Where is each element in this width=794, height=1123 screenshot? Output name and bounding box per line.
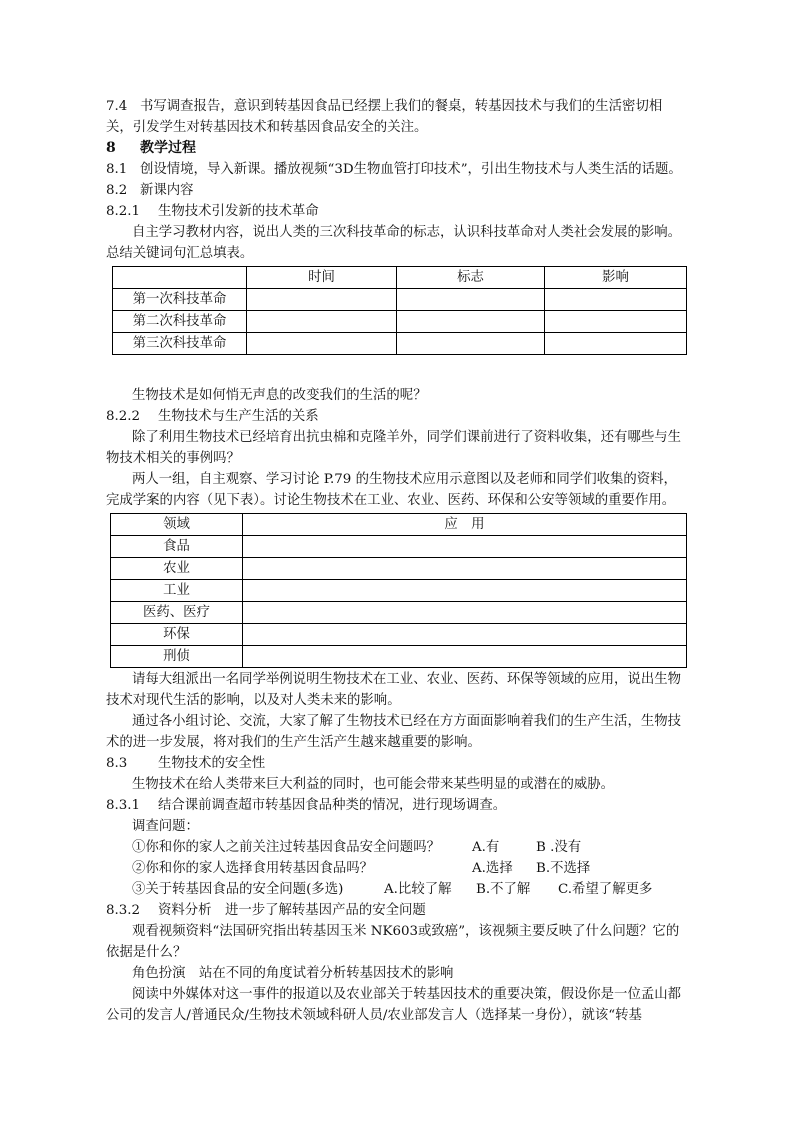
table-cell bbox=[243, 580, 687, 602]
table-cell bbox=[243, 602, 687, 624]
table-cell bbox=[545, 311, 687, 333]
document-page bbox=[106, 96, 686, 1026]
table-header-cell: 标志 bbox=[397, 267, 545, 289]
table-header-cell: 影响 bbox=[545, 267, 687, 289]
section-text: 生物技术的安全性 bbox=[158, 756, 266, 771]
table-header-cell: 应 用 bbox=[243, 514, 687, 536]
paragraph-8-2-2-b: 两人一组，自主观察、学习讨论 P.79 的生物技术应用示意图以及老师和同学们收集的资料，完成学案的内容（见下表）。讨论生物技术在工业、农业、医药、环保和公安等领域的重要作用。 bbox=[106, 472, 677, 508]
section-8-2-2 bbox=[106, 406, 686, 427]
section-text: 结合课前调查超市转基因食品种类的情况，进行现场调查。 bbox=[158, 798, 507, 813]
question-life: 生物技术是如何悄无声息的改变我们的生活的呢？ bbox=[132, 388, 427, 403]
table-cell bbox=[397, 333, 545, 355]
row-label: 医药、医疗 bbox=[111, 602, 243, 624]
revolution-table bbox=[112, 266, 687, 355]
paragraph-group-report: 请每大组派出一名同学举例说明生物技术在工业、农业、医药、环保等领域的应用，说出生物技术对现代生活的影响，以及对人类未来的影响。 bbox=[106, 672, 682, 708]
table-header-cell bbox=[113, 267, 247, 289]
section-number: 8.2 bbox=[106, 183, 128, 198]
section-number: 8.3 bbox=[106, 756, 128, 771]
question-text: ①你和你的家人之前关注过转基因食品安全问题吗？ bbox=[132, 840, 440, 855]
row-label: 工业 bbox=[111, 580, 243, 602]
section-7-4 bbox=[106, 96, 686, 138]
section-number: 8.2.1 bbox=[106, 204, 141, 219]
table-header-cell: 时间 bbox=[247, 267, 397, 289]
table-cell bbox=[247, 333, 397, 355]
table-cell bbox=[397, 289, 545, 311]
option-c: C.希望了解更多 bbox=[558, 882, 653, 897]
table-header-row bbox=[113, 267, 687, 289]
table-row bbox=[113, 333, 687, 355]
table-row bbox=[111, 536, 687, 558]
question-text: ②你和你的家人选择食用转基因食品吗？ bbox=[132, 861, 374, 876]
option-a: A.选择 bbox=[472, 861, 513, 876]
section-8-3-1 bbox=[106, 795, 686, 816]
row-label: 环保 bbox=[111, 624, 243, 646]
table-row bbox=[111, 558, 687, 580]
section-text: 创设情境，导入新课。播放视频“3D生物血管打印技术”，引出生物技术与人类生活的话题。 bbox=[140, 162, 682, 177]
table-cell bbox=[243, 646, 687, 668]
paragraph-group-summary: 通过各小组讨论、交流，大家了解了生物技术已经在方方面面影响着我们的生产生活，生物技术的进一步发展，将对我们的生产生活产生越来越重要的影响。 bbox=[106, 714, 682, 750]
option-b: B .没有 bbox=[536, 840, 582, 855]
row-label: 刑侦 bbox=[111, 646, 243, 668]
table-cell bbox=[545, 333, 687, 355]
paragraph-role-play: 角色扮演 站在不同的角度试着分析转基因技术的影响 bbox=[132, 966, 454, 981]
row-label: 第二次科技革命 bbox=[113, 311, 247, 333]
paragraph-8-2-1-body: 自主学习教材内容，说出人类的三次科技革命的标志，认识科技革命对人类社会发展的影响。总结关键词句汇总填表。 bbox=[106, 225, 682, 261]
section-text: 资料分析 进一步了解转基因产品的安全问题 bbox=[158, 903, 426, 918]
section-8-2-1 bbox=[106, 201, 686, 222]
section-8-3-2 bbox=[106, 900, 686, 921]
section-number: 8.3.1 bbox=[106, 798, 141, 813]
table-row bbox=[113, 311, 687, 333]
section-8-1 bbox=[106, 159, 686, 180]
section-number: 8 bbox=[106, 140, 116, 156]
section-8-2 bbox=[106, 180, 686, 201]
row-label: 食品 bbox=[111, 536, 243, 558]
option-a: A.比较了解 bbox=[384, 882, 452, 897]
section-number: 8.3.2 bbox=[106, 903, 141, 918]
section-8-heading bbox=[106, 138, 686, 159]
row-label: 第一次科技革命 bbox=[113, 289, 247, 311]
section-number: 7.4 bbox=[106, 99, 128, 114]
section-number: 8.1 bbox=[106, 162, 128, 177]
table-cell bbox=[243, 624, 687, 646]
paragraph-8-3-body: 生物技术在给人类带来巨大利益的同时，也可能会带来某些明显的或潜在的威胁。 bbox=[132, 777, 615, 792]
section-text: 生物技术引发新的技术革命 bbox=[158, 204, 319, 219]
table-cell bbox=[243, 536, 687, 558]
table-header-cell: 领域 bbox=[111, 514, 243, 536]
option-b: B.不选择 bbox=[536, 861, 591, 876]
table-row bbox=[111, 646, 687, 668]
survey-label: 调查问题： bbox=[132, 819, 199, 834]
section-title: 教学过程 bbox=[140, 140, 196, 156]
option-a: A.有 bbox=[472, 840, 500, 855]
table-header-row bbox=[111, 514, 687, 536]
paragraph-8-2-2-a: 除了利用生物技术已经培育出抗虫棉和克隆羊外，同学们课前进行了资料收集，还有哪些与生物技术相关的事例吗？ bbox=[106, 430, 682, 466]
section-text: 生物技术与生产生活的关系 bbox=[158, 409, 319, 424]
question-text: ③关于转基因食品的安全问题(多选) bbox=[132, 882, 344, 897]
paragraph-video: 观看视频资料“法国研究指出转基因玉米 NK603或致癌”，该视频主要反映了什么问题？它的依据是什么？ bbox=[106, 924, 680, 960]
table-row bbox=[111, 624, 687, 646]
section-text: 新课内容 bbox=[140, 183, 194, 198]
table-cell bbox=[247, 289, 397, 311]
option-b: B.不了解 bbox=[476, 882, 531, 897]
table-cell bbox=[397, 311, 545, 333]
section-8-3 bbox=[106, 753, 686, 774]
survey-question-3 bbox=[106, 879, 686, 900]
table-cell bbox=[243, 558, 687, 580]
survey-question-1 bbox=[106, 837, 686, 858]
section-number: 8.2.2 bbox=[106, 409, 141, 424]
table-row bbox=[111, 580, 687, 602]
table-row bbox=[113, 289, 687, 311]
paragraph-reading: 阅读中外媒体对这一事件的报道以及农业部关于转基因技术的重要决策，假设你是一位孟山都公司的发言人/普通民众/生物技术领域科研人员/农业部发言人（选择某一身份），就该“转基 bbox=[106, 987, 682, 1023]
row-label: 农业 bbox=[111, 558, 243, 580]
table-row bbox=[111, 602, 687, 624]
table-cell bbox=[545, 289, 687, 311]
survey-question-2 bbox=[106, 858, 686, 879]
section-text: 书写调查报告，意识到转基因食品已经摆上我们的餐桌，转基因技术与我们的生活密切相关，引发学生对转基因技术和转基因食品安全的关注。 bbox=[106, 99, 663, 135]
application-table bbox=[110, 513, 687, 668]
table-cell bbox=[247, 311, 397, 333]
row-label: 第三次科技革命 bbox=[113, 333, 247, 355]
